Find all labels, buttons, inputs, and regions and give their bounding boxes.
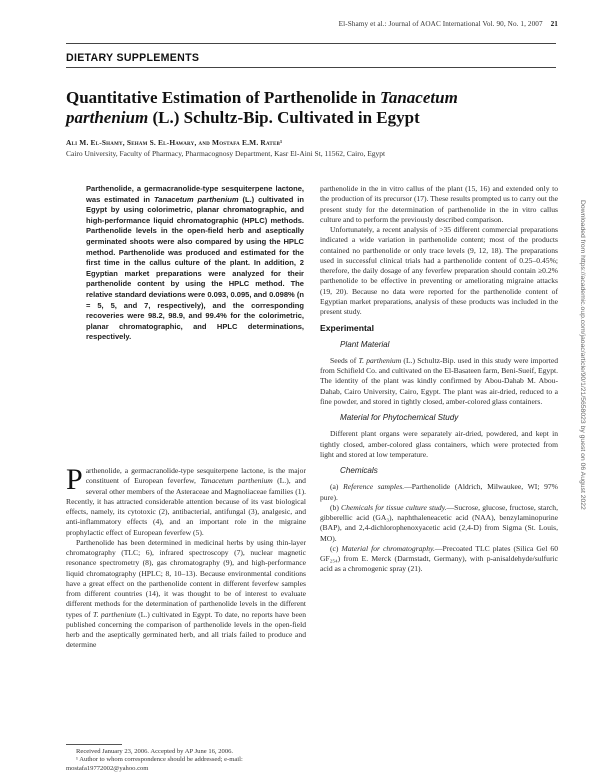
drop-cap: P bbox=[66, 463, 83, 496]
chem-b-text: —Sucrose, glucose, fructose, starch, gibberellic acid (GA₃), naphthaleneacetic acid (NAA), benzylaminopurine (BAP), and 2,4-dichlorophenoxyacetic acid (2,4-D) from Sigma (St. Louis, MO). bbox=[320, 502, 558, 543]
right-column bbox=[320, 184, 558, 575]
chem-c-label: (c) bbox=[330, 543, 339, 553]
chemicals-item-b bbox=[320, 503, 558, 544]
plant-text-a: Seeds of bbox=[330, 355, 359, 365]
left-column bbox=[66, 463, 306, 651]
plant-material-paragraph bbox=[320, 356, 558, 407]
affiliation: Cairo University, Faculty of Pharmacy, Pharmacognosy Department, Kasr El-Aini St, 11562, Cairo, Egypt bbox=[66, 149, 386, 158]
chem-a-text: —Parthenolide (Aldrich, Milwaukee, WI; 97% pure). bbox=[320, 482, 559, 502]
right-paragraph-1: parthenolide in the in vitro callus of the plant (15, 16) and extended only to the production of its precursor (17). These results prompted us to carry out the present study for the determination of parthenolide in the in vitro callus culture and to perform the previously described comparison. bbox=[320, 184, 558, 224]
chem-a-label: (a) bbox=[330, 482, 339, 492]
page-number: 21 bbox=[550, 20, 558, 28]
chemicals-item-c bbox=[320, 544, 558, 575]
abstract bbox=[86, 184, 304, 343]
header-rule bbox=[66, 43, 556, 44]
footnote-correspondence: ¹ Author to whom correspondence should be addressed; e-mail: mostafa19772002@yahoo.com bbox=[66, 756, 243, 772]
heading-material-phytochemical: Material for Phytochemical Study bbox=[340, 413, 459, 422]
section-label: DIETARY SUPPLEMENTS bbox=[66, 52, 200, 64]
right-paragraph-2: Unfortunately, a recent analysis of >35 different commercial preparations indicated a wide variation in parthenolide content; most of the products contained no parthenolide or only trace levels (9, 12, 18). The preparations used in successful clinical trials had a parthenolide content of 0.25–0.45%; therefore, the daily dosage of any feverfew preparation should contain ≥0.2% parthenolide to be effective in preventing or ameliorating migraine attacks (19, 20). Because no data were reported for the parthenolide content of Egyptian market preparations, analysis of these products was included in the present study. bbox=[320, 225, 558, 316]
intro-p1-text-b: (L.), and several other members of the Asteraceae and Magnoliaceae families (1). Recently, it has attracted considerable attention because of its vast biological effects, namely, its cytotoxic (2), antibacterial, antifungal (3), analgesic, and anti-inflammatory effects (4), and an important role in the migraine prophylactic effect of European feverfew (5). bbox=[66, 476, 306, 537]
download-watermark-text: Downloaded from https://academic.oup.com/jaoac/article/90/1/21/5658023 by guest on 06 August 2022 bbox=[579, 200, 586, 510]
intro-p2-text: Parthenolide has been determined in medicinal herbs by using thin-layer chromatography (TLC; 6), infrared spectroscopy (7), nuclear magnetic resonance spectrometry (8), gas chromatography (9), and high-performance liquid chromatography (HPLC; 8, 10–13). Because environmental conditions have a great effect on the parthenolide content in different feverfew samples from different countries (14), it was thought to be of interest to evaluate different methods for the determination of parthenolide levels in the different types of bbox=[66, 537, 306, 619]
title-genus: Tanacetum bbox=[380, 88, 458, 107]
intro-p2-text-b: (L.) cultivated in Egypt. To date, no reports have been published concerning the comparison of parthenolide levels in the open-field herb and the aseptically germinated herb, and all trials failed to produce and determine bbox=[66, 609, 306, 650]
section-rule bbox=[66, 67, 556, 68]
heading-experimental: Experimental bbox=[320, 323, 374, 334]
material-paragraph: Different plant organs were separately air-dried, powdered, and kept in tightly closed, amber-colored glass containers, which were protected from light and stored at low temperature. bbox=[320, 429, 558, 459]
abstract-pre: Parthenolide, a germacranolide-type sesquiterpene lactone, was estimated in bbox=[86, 184, 304, 204]
intro-p1-species: Tanacetum parthenium bbox=[200, 476, 273, 486]
article-title bbox=[66, 88, 536, 128]
abstract-post: (L.) cultivated in Egypt by using colorimetric, planar chromatographic, and high-performance liquid chromatographic (HPLC) methods. Parthenolide levels in the open-field herb and aseptically germinated shoots were also compared by using the HPLC method. Parthenolide was produced and estimated for the first time in the callus culture of the plant. In addition, 2 Egyptian market preparations were analyzed for their parthenolide content by using the HPLC method. The relative standard deviations were 0.093, 0.095, and 0.098% (n = 5, 5, and 7, respectively), and the corresponding recoveries were 98.2, 98.9, and 99.4% for the colorimetric, planar chromatographic, and HPLC determinations, respectively. bbox=[86, 194, 304, 342]
footnote bbox=[66, 748, 306, 773]
intro-paragraph-2 bbox=[66, 538, 306, 651]
chem-b-title: Chemicals for tissue culture study. bbox=[341, 502, 447, 512]
footnote-received: Received January 23, 2006. Accepted by AP June 16, 2006. bbox=[76, 748, 234, 755]
heading-chemicals: Chemicals bbox=[340, 466, 378, 475]
authors: Ali M. El-Shamy, Seham S. El-Hawary, and Mostafa E.M. Rateb¹ bbox=[66, 138, 283, 147]
footnote-rule bbox=[66, 744, 122, 745]
running-head-text: El-Shamy et al.: Journal of AOAC International Vol. 90, No. 1, 2007 bbox=[338, 20, 543, 28]
plant-species: T. parthenium bbox=[358, 355, 402, 365]
heading-plant-material: Plant Material bbox=[340, 339, 390, 349]
intro-p2-species: T. parthenium bbox=[92, 609, 136, 619]
download-watermark bbox=[576, 200, 590, 760]
plant-text-b: (L.) Schultz-Bip. used in this study were imported from Schifield Co. and cultivated on the El-Basateen farm, Beni-Sueif, Egypt. The identity of the plant was kindly confirmed by Abou-Dahab M. Abou-Dahab, Cairo University, Cairo, Egypt. The plant was air-dried, reduced to a fine powder, and stored in tightly closed, amber-colored glass containers. bbox=[320, 355, 558, 406]
abstract-species: Tanacetum parthenium bbox=[153, 194, 239, 204]
chemicals-item-a bbox=[320, 482, 558, 503]
chem-b-label: (b) bbox=[330, 502, 339, 512]
title-part2: (L.) Schultz-Bip. Cultivated in Egypt bbox=[148, 108, 420, 127]
chem-c-title: Material for chromatography. bbox=[341, 543, 435, 553]
chem-a-title: Reference samples. bbox=[343, 482, 405, 492]
title-part1: Quantitative Estimation of Parthenolide in bbox=[66, 88, 381, 107]
running-head bbox=[339, 20, 558, 28]
chem-c-text: —Precoated TLC plates (Silica Gel 60 GF₂₅₄) from E. Merck (Darmstadt, Germany), with p-anisaldehyde/sulfuric acid as a chromogenic spray (21). bbox=[320, 543, 558, 574]
intro-p1-text: arthenolide, a germacranolide-type sesquiterpene lactone, is the major constituent of European feverfew, bbox=[85, 466, 306, 486]
intro-paragraph-1 bbox=[66, 463, 306, 538]
title-species: parthenium bbox=[66, 108, 149, 127]
